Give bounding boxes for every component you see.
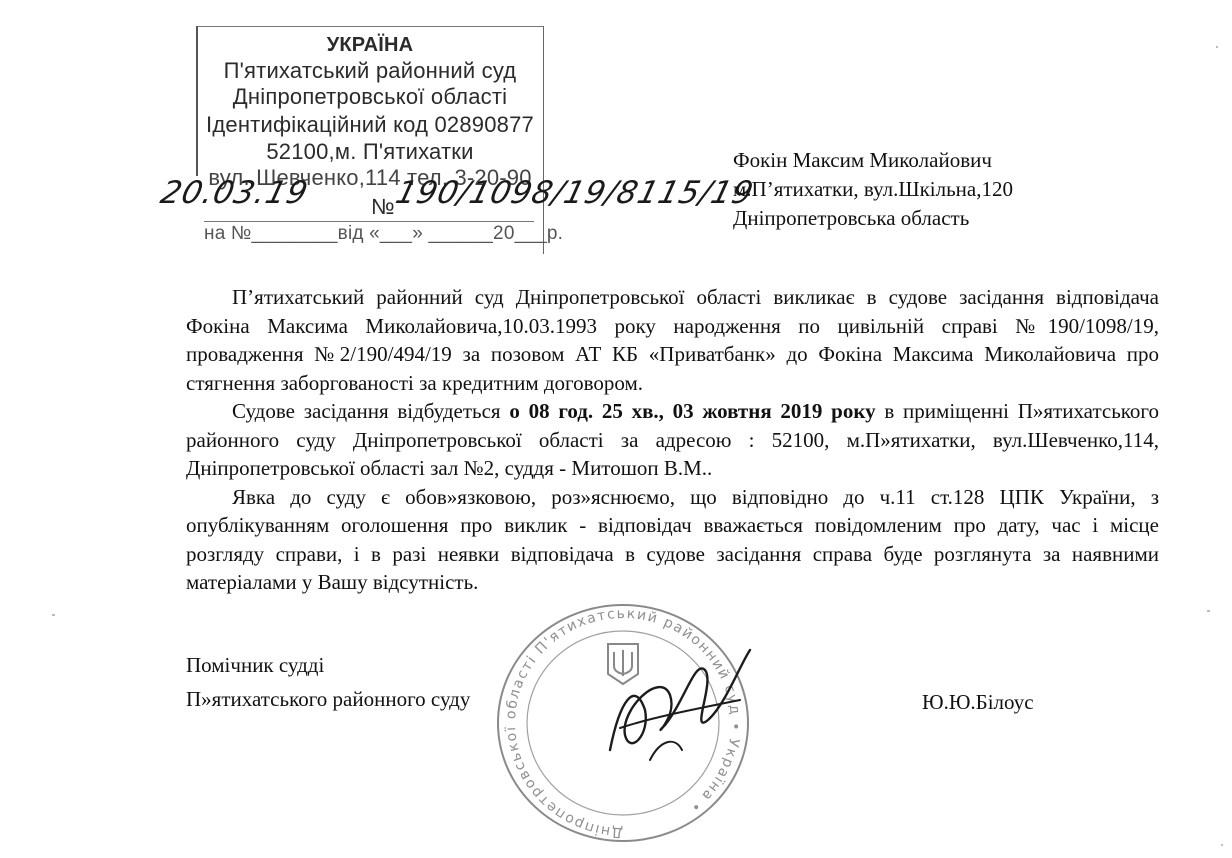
signatory-name: Ю.Ю.Білоус <box>922 690 1034 714</box>
stamp-court-name: П'ятихатський районний суд <box>223 58 517 83</box>
scan-speck <box>52 614 55 616</box>
stamp-number-label: № <box>371 194 395 219</box>
summons-body <box>186 283 1159 597</box>
addressee-region: Дніпропетровська область <box>733 206 970 230</box>
stamp-country: УКРАЇНА <box>326 34 414 56</box>
hearing-datetime: о 08 год. 25 хв., 03 жовтня 2019 року <box>509 399 876 423</box>
hearing-location: в приміщенні П»ятихатського районного суду Дніпропетровської області за адресою : 52100, м.П»ятихатки, вул.Шевченко,114, Дніпропетровської області зал №2, суддя - Митошоп В.М.. <box>186 399 1159 480</box>
stamp-region: Дніпропетровської області <box>232 84 508 109</box>
handwritten-case-number: 190/1098/19/8115/19 <box>392 175 758 211</box>
signatory-title-line2: П»ятихатського районного суду <box>186 687 471 711</box>
scan-speck <box>1216 46 1218 48</box>
stamp-frame-top <box>196 26 544 27</box>
handwritten-date: 20.03.19 <box>157 175 313 211</box>
stamp-city: 52100,м. П'ятихатки <box>266 139 474 164</box>
hearing-lead: Судове засідання відбудеться <box>232 399 510 423</box>
paragraph-attendance: Явка до суду є обов»язковою, роз»яснюємо, що відповідно до ч.11 ст.128 ЦПК України, з опублікуванням оголошення про виклик - відповідач вважається повідомленим про дату, час і місце розгляду справи, і в разі неявки відповідача в судове засідання справа буде розглянута за наявними матеріалами у Вашу відсутність. <box>186 484 1159 594</box>
addressee-name: Фокін Максим Миколайович <box>733 148 992 172</box>
stamp-street-phone: вул. Шевченко,114 тел. 3-20-90 <box>208 165 532 190</box>
paragraph-summons: П’ятихатський районний суд Дніпропетровської області викликає в судове засідання відповідача Фокіна Максима Миколайовича,10.03.1993 року народження по цивільній справі №190/1098/19, провадження №2/190/494/19 за позовом АТ КБ «Приватбанк» до Фокіна Максима Миколайовича про стягнення заборгованості за кредитним договором. <box>186 285 1159 395</box>
stamp-response-line: на №________від «___» ______20___р. <box>204 223 564 244</box>
addressee-block <box>733 146 1173 233</box>
paragraph-hearing <box>186 397 1159 483</box>
addressee-address: м.П’ятихатки, вул.Шкільна,120 <box>733 177 1013 201</box>
handwritten-outgoing-reference <box>154 175 758 223</box>
seal-ring-text: Дніпропетровської області П'ятихатський районний суд • Україна • <box>503 605 744 841</box>
scan-speck <box>1221 844 1223 846</box>
handwritten-signature-icon <box>590 640 780 770</box>
scan-speck <box>1207 610 1210 612</box>
stamp-id-code: Ідентифікаційний код 02890877 <box>206 112 534 137</box>
signatory-title-line1: Помічник судді <box>186 653 325 677</box>
